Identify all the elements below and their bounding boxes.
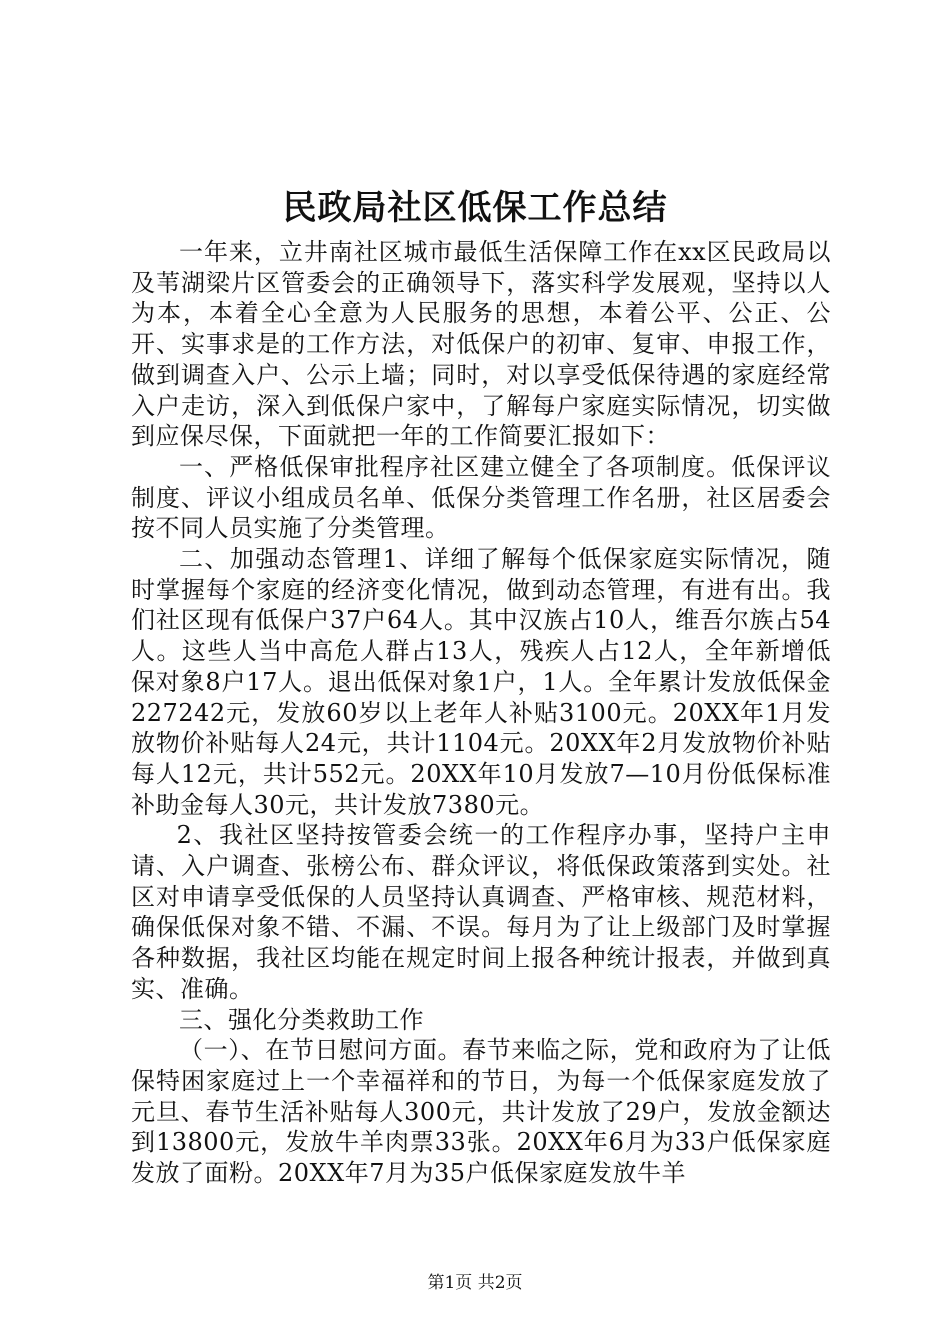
document-body (131, 237, 831, 1189)
paragraph-section-3-heading: 三、强化分类救助工作 (179, 1005, 424, 1034)
paragraph-section-2: 二、加强动态管理1、详细了解每个低保家庭实际情况，随时掌握每个家庭的经济变化情况，做到动态管理，有进有出。我们社区现有低保户37户64人。其中汉族占10人，维吾尔族占54人。这些人当中高危人群占13人，残疾人占12人，全年新增低保对象8户17人。退出低保对象1户，1人。全年累计发放低保金227242元，发放60岁以上老年人补贴3100元。20XX年1月发放物价补贴每人24元，共计1104元。20XX年2月发放物价补贴每人12元，共计552元。20XX年10月发放7—10月份低保标准补助金每人30元，共计发放7380元。 (131, 545, 831, 819)
paragraph-section-2-item-2: 2、我社区坚持按管委会统一的工作程序办事，坚持户主申请、入户调查、张榜公布、群众评议，将低保政策落到实处。社区对申请享受低保的人员坚持认真调查、严格审核、规范材料，确保低保对象不错、不漏、不误。每月为了让上级部门及时掌握各种数据，我社区均能在规定时间上报各种统计报表，并做到真实、准确。 (131, 821, 831, 1003)
paragraph-intro: 一年来，立井南社区城市最低生活保障工作在xx区民政局以及苇湖梁片区管委会的正确领导下，落实科学发展观，坚持以人为本，本着全心全意为人民服务的思想，本着公平、公正、公开、实事求是的工作方法，对低保户的初审、复审、申报工作，做到调查入户、公示上墙；同时，对以享受低保待遇的家庭经常入户走访，深入到低保户家中，了解每户家庭实际情况，切实做到应保尽保，下面就把一年的工作简要汇报如下： (131, 238, 831, 451)
page-footer: 第1页 共2页 (427, 1273, 523, 1293)
paragraph-section-1: 一、严格低保审批程序社区建立健全了各项制度。低保评议制度、评议小组成员名单、低保分类管理工作名册，社区居委会按不同人员实施了分类管理。 (131, 452, 831, 543)
document-title: 民政局社区低保工作总结 (282, 188, 668, 228)
paragraph-section-3-item-1: （一）、在节日慰问方面。春节来临之际，党和政府为了让低保特困家庭过上一个幸福祥和的节日，为每一个低保家庭发放了元旦、春节生活补贴每人300元，共计发放了29户，发放金额达到13800元，发放牛羊肉票33张。20XX年6月为33户低保家庭发放了面粉。20XX年7月为35户低保家庭发放牛羊 (131, 1036, 831, 1188)
